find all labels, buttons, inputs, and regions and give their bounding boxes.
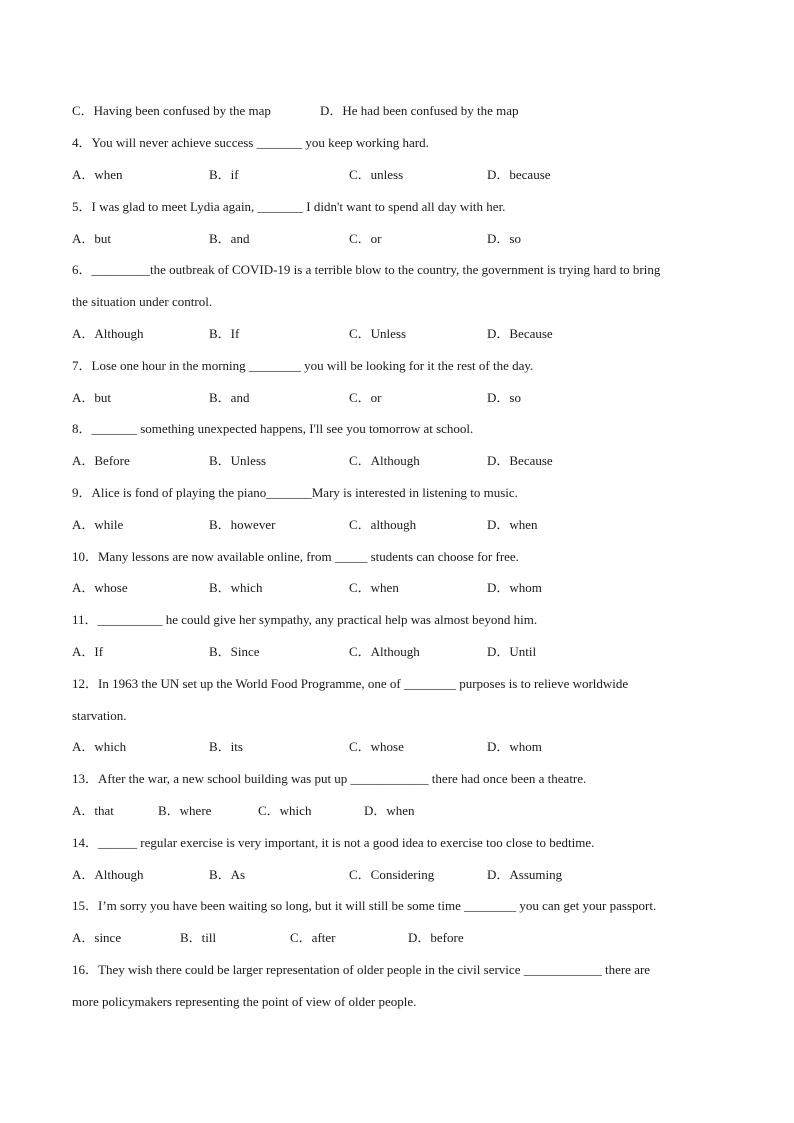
q5-option-b: B．and <box>209 231 250 246</box>
q11-option-c: C．Although <box>349 644 420 659</box>
q12-option-d: D．whom <box>487 739 542 754</box>
q6-stem-line2: the situation under control. <box>72 294 213 309</box>
q16-stem-line1: 16．They wish there could be larger representation of older people in the civil service ____________ there are <box>72 962 651 977</box>
q8-option-c: C．Although <box>349 453 420 468</box>
q13-option-a: A．that <box>72 803 114 818</box>
q5-option-d: D．so <box>487 231 521 246</box>
q14-stem: 14．______ regular exercise is very important, it is not a good idea to exercise too close to bedtime. <box>72 835 595 850</box>
q3-option-d: D．He had been confused by the map <box>320 103 519 118</box>
q6-option-b: B．If <box>209 326 240 341</box>
q9-option-b: B．however <box>209 517 276 532</box>
q8-option-b: B．Unless <box>209 453 267 468</box>
q14-option-c: C．Considering <box>349 867 435 882</box>
q6-option-c: C．Unless <box>349 326 407 341</box>
q12-option-c: C．whose <box>349 739 404 754</box>
q5-option-a: A．but <box>72 231 112 246</box>
q4-option-c: C．unless <box>349 167 404 182</box>
q11-stem: 11．__________ he could give her sympathy, any practical help was almost beyond him. <box>72 612 538 627</box>
q8-stem: 8．_______ something unexpected happens, I'll see you tomorrow at school. <box>72 421 474 436</box>
q7-option-b: B．and <box>209 390 250 405</box>
q11-option-a: A．If <box>72 644 104 659</box>
q6-stem-line1: 6．_________the outbreak of COVID-19 is a terrible blow to the country, the government is trying hard to bring <box>72 262 661 277</box>
q4-option-d: D．because <box>487 167 551 182</box>
q10-option-a: A．whose <box>72 580 128 595</box>
q13-option-d: D．when <box>364 803 415 818</box>
q3-option-c: C．Having been confused by the map <box>72 103 271 118</box>
q14-option-b: B．As <box>209 867 246 882</box>
q15-option-c: C．after <box>290 930 336 945</box>
q4-option-a: A．when <box>72 167 123 182</box>
q5-stem: 5．I was glad to meet Lydia again, _______ I didn't want to spend all day with her. <box>72 199 506 214</box>
q9-stem: 9．Alice is fond of playing the piano_______Mary is interested in listening to music. <box>72 485 518 500</box>
q10-option-d: D．whom <box>487 580 542 595</box>
q4-stem: 4．You will never achieve success _______ you keep working hard. <box>72 135 429 150</box>
q10-option-b: B．which <box>209 580 263 595</box>
q7-option-d: D．so <box>487 390 521 405</box>
q8-option-d: D．Because <box>487 453 553 468</box>
q13-stem: 13．After the war, a new school building was put up ____________ there had once been a theatre. <box>72 771 587 786</box>
q15-option-a: A．since <box>72 930 122 945</box>
q12-option-a: A．which <box>72 739 127 754</box>
q6-option-a: A．Although <box>72 326 144 341</box>
q7-option-a: A．but <box>72 390 112 405</box>
q16-stem-line2: more policymakers representing the point of view of older people. <box>72 994 417 1009</box>
q14-option-a: A．Although <box>72 867 144 882</box>
q9-option-c: C．although <box>349 517 417 532</box>
q15-option-d: D．before <box>408 930 464 945</box>
q10-option-c: C．when <box>349 580 399 595</box>
q10-stem: 10．Many lessons are now available online, from _____ students can choose for free. <box>72 549 519 564</box>
q7-stem: 7．Lose one hour in the morning ________ you will be looking for it the rest of the day. <box>72 358 534 373</box>
q15-stem: 15．I’m sorry you have been waiting so long, but it will still be some time ________ you can get your passport. <box>72 898 657 913</box>
q13-option-c: C．which <box>258 803 312 818</box>
q7-option-c: C．or <box>349 390 382 405</box>
q4-option-b: B．if <box>209 167 239 182</box>
q13-option-b: B．where <box>158 803 212 818</box>
q15-option-b: B．till <box>180 930 217 945</box>
q5-option-c: C．or <box>349 231 382 246</box>
q14-option-d: D．Assuming <box>487 867 563 882</box>
q12-stem-line1: 12．In 1963 the UN set up the World Food Programme, one of ________ purposes is to relieve worldwide <box>72 676 629 691</box>
q11-option-d: D．Until <box>487 644 537 659</box>
q6-option-d: D．Because <box>487 326 553 341</box>
q9-option-d: D．when <box>487 517 538 532</box>
q11-option-b: B．Since <box>209 644 260 659</box>
q9-option-a: A．while <box>72 517 124 532</box>
q12-stem-line2: starvation. <box>72 708 127 723</box>
q12-option-b: B．its <box>209 739 243 754</box>
q8-option-a: A．Before <box>72 453 130 468</box>
